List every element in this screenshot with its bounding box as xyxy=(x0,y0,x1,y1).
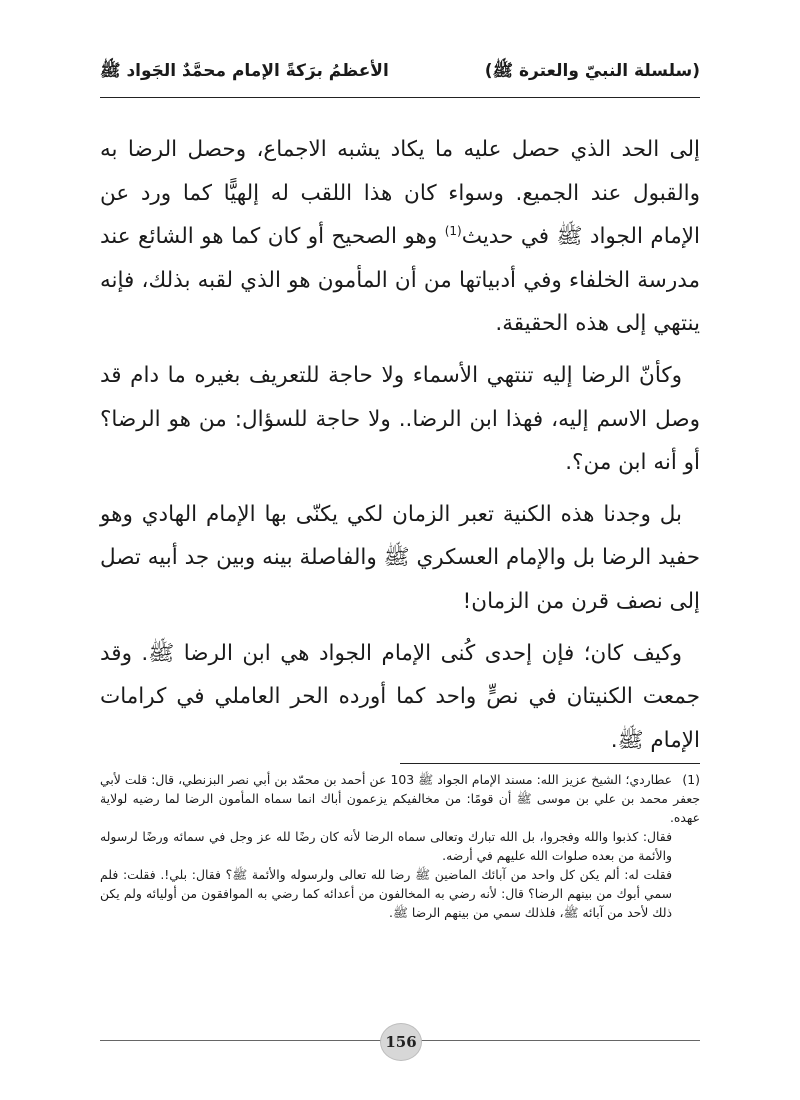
book-series-title: (سلسلة النبيّ والعترة ﷺ) xyxy=(484,60,700,81)
footnote-text: فقلت له: ألم يكن كل واحد من آبائك الماضين ﷺ رضا لله تعالى ولرسوله والأئمة ﷺ؟ فقال: بلي!. فقلت: فلم سمي أبوك من بينهم الرضا؟ قال: لأنه رضي به المخالفون من أعدائه كما رضي به الموافقون من أوليائه ولم يكن ذلك لأحد من آبائه ﷺ، فلذلك سمي من بينهم الرضا ﷺ. xyxy=(100,867,672,920)
paragraph: وكيف كان؛ فإن إحدى كُنى الإمام الجواد هي ابن الرضا ﷺ. وقد جمعت الكنيتان في نصٍّ واحد كما أورده الحر العاملي في كرامات الإمام ﷺ. xyxy=(100,640,700,753)
paragraph-text: إلى الحد الذي حصل عليه ما يكاد يشبه الاجماع، وحصل الرضا به والقبول عند الجميع. وسواء كان هذا اللقب له إلهيًّا كما ورد عن الإمام الجواد ﷺ في حديث xyxy=(100,137,700,250)
paragraph: بل وجدنا هذه الكنية تعبر الزمان لكي يكنّى بها الإمام الهادي وهو حفيد الرضا بل والإمام العسكري ﷺ والفاصلة بينه وبين جد أبيه تصل إلى نصف قرن من الزمان! xyxy=(100,501,700,614)
running-header xyxy=(100,52,700,92)
footnote-divider xyxy=(400,763,700,764)
footnote-text: عطاردي؛ الشيخ عزيز الله: مسند الإمام الجواد ﷺ 103 عن أحمد بن محمّد بن أبي نصر البزنطي، قال: قلت لأبي جعفر محمد بن علي بن موسى ﷺ أن قومًا: من مخالفيكم يزعمون أباك انما سماه المأمون الرضا لما رضيه لولاية عهده. xyxy=(100,772,700,825)
page-footer xyxy=(100,1021,700,1061)
header-divider xyxy=(100,97,700,98)
page-number: 156 xyxy=(380,1023,422,1061)
main-text xyxy=(100,128,700,762)
footnote-text: فقال: كذبوا والله وفجروا، بل الله تبارك وتعالى سماه الرضا لأنه كان رضًا لله عز وجل في سمائه ورضًا لرسوله والأئمة من بعده صلوات الله عليهم في أرضه. xyxy=(100,829,672,863)
footnotes xyxy=(100,770,700,922)
footnote-entry xyxy=(100,770,700,827)
footnote-number: (1) xyxy=(682,772,700,787)
paragraph-text: وهو الصحيح أو كان كما هو الشائع عند مدرسة الخلفاء وفي أدبياتها من أن المأمون هو الذي لقبه بذلك، فإنه ينتهي إلى هذه الحقيقة. xyxy=(100,224,700,337)
paragraph: وكأنّ الرضا إليه تنتهي الأسماء ولا حاجة للتعريف بغيره ما دام قد وصل الاسم إليه، فهذا ابن الرضا.. ولا حاجة للسؤال: من هو الرضا؟ أو أنه ابن من؟. xyxy=(100,362,700,476)
footnote-reference[interactable]: (1) xyxy=(444,224,462,239)
chapter-title: الأعظمُ برَكةً الإمام محمَّدٌ الجَواد ﷺ xyxy=(100,60,389,81)
paragraph xyxy=(100,128,700,346)
